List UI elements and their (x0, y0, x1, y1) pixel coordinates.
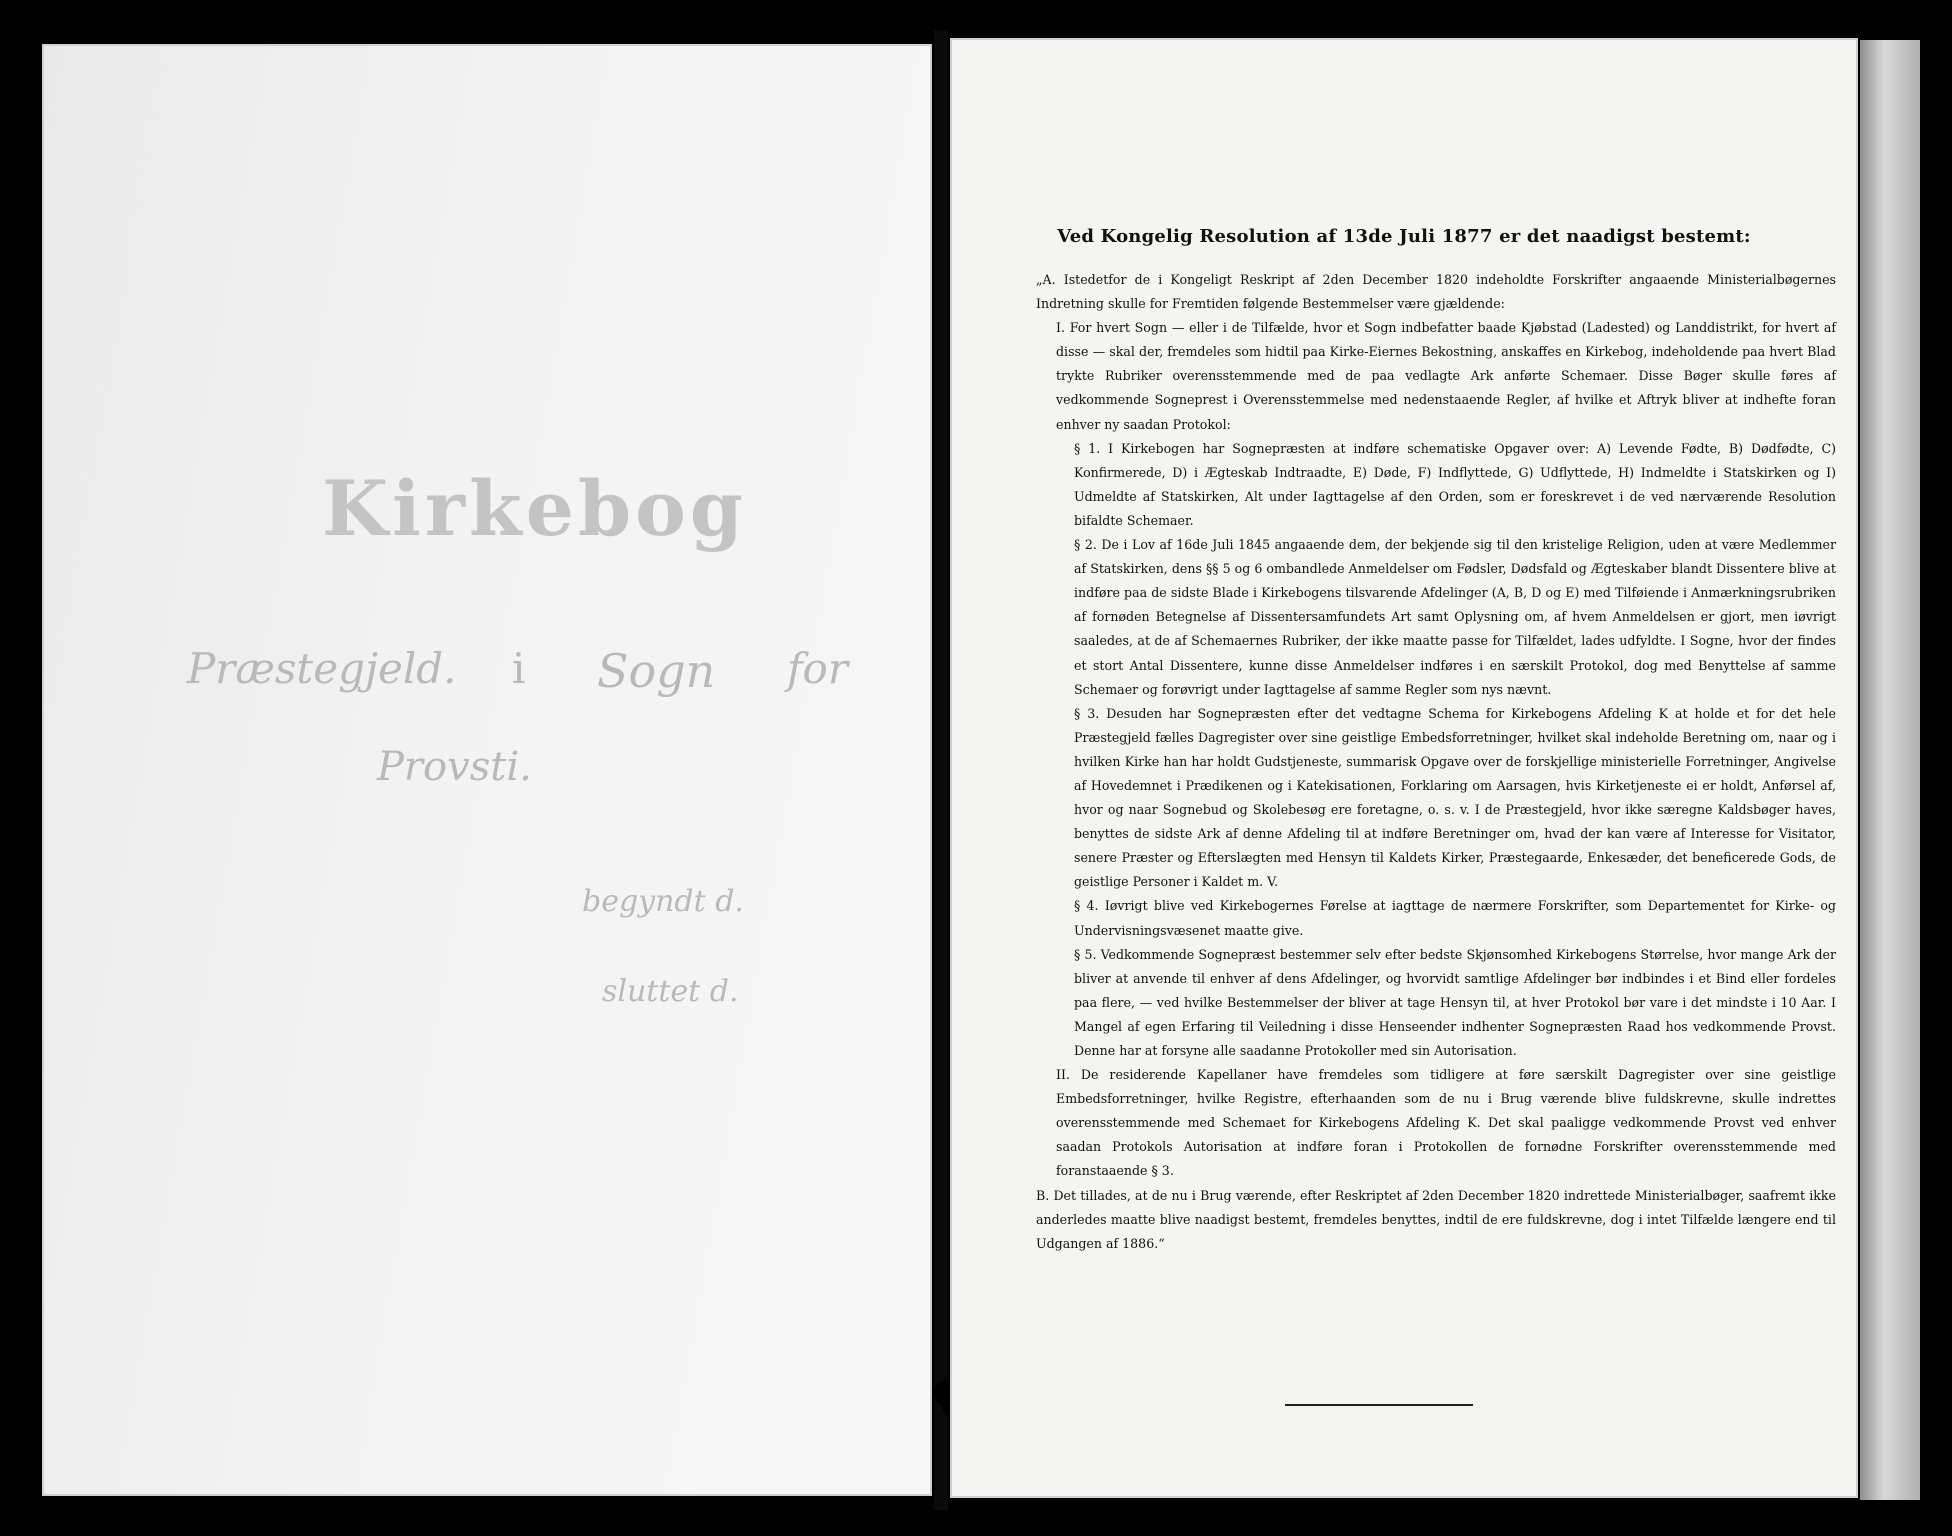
provsti-label: Provsti. (377, 744, 532, 790)
resolution-body (1036, 268, 1836, 1256)
book-binding (934, 30, 948, 1510)
paragraph-ii: II. De residerende Kapellaner have fremdeles som tidligere at føre særskilt Dagregister over sine geistlige Embedsforretninger, hvilke Registre, efterhaanden som de nu i Brug værende blive fuldskrevne, skulle indrettes overensstemmende med Schemaet for Kirkebogens Afdeling K. Det skal paaligge vedkommende Provst ved enhver saadan Protokols Autorisation at indføre foran i Protokollen de fornødne Forskrifter overensstemmende med foranstaaende § 3. (1056, 1067, 1836, 1179)
i-label: i (512, 644, 526, 693)
paragraph-s5: § 5. Vedkommende Sognepræst bestemmer selv efter bedste Skjønsomhed Kirkebogens Størrelse, hvor mange Ark der bliver at anvende til enhver af dens Afdelinger, og hvorvidt samtlige Afdelinger bør indbindes i et Bind eller fordeles paa flere, — ved hvilke Bestemmelser der bliver at tage Hensyn til, at hver Protokol bør vare i det mindste i 10 Aar. I Mangel af egen Erfaring til Veiledning i disse Henseender indhenter Sognepræsten Raad hos vedkommende Provst. Denne har at forsyne alle saadanne Protokoller med sin Autorisation. (1074, 946, 1836, 1058)
book-title: Kirkebog (322, 464, 747, 553)
paragraph-s3: § 3. Desuden har Sognepræsten efter det vedtagne Schema for Kirkebogens Afdeling K at holde et for det hele Præstegjeld fælles Dagregister over sine geistlige Embedsforretninger, hvilket skal indeholde Beretning om, naar og i hvilken Kirke han har holdt Gudstjeneste, summarisk Opgave over de forskjellige ministerielle Forretninger, Angivelse af Hovedemnet i Prædikenen og i Katekisationen, Forklaring om Aarsagen, hvis Kirketjeneste ei er holdt, Anførsel af, hvor og naar Sognebud og Skolebesøg ere foretagne, o. s. v. I de Præstegjeld, hvor ikke særegne Kaldsbøger haves, benyttes de sidste Ark af denne Afdeling til at indføre Beretninger om, hvad der kan være af Interesse for Visitator, senere Præster og Efterslægten med Hensyn til Kaldets Kirker, Præstegaarde, Enkesæder, det beneficerede Gods, de geistlige Personer i Kaldet m. V. (1074, 705, 1836, 890)
sluttet-label: sluttet d. (602, 974, 739, 1009)
resolution-heading: Ved Kongelig Resolution af 13de Juli 1877 er det naadigst bestemt: (1057, 226, 1751, 247)
paragraph-a: „A. Istedetfor de i Kongeligt Reskript af 2den December 1820 indeholdte Forskrifter angaaende Ministerialbøgernes Indretning skulle for Fremtiden følgende Bestemmelser være gjældende: (1036, 272, 1836, 312)
paragraph-b: B. Det tillades, at de nu i Brug værende, efter Reskriptet af 2den December 1820 indrettede Ministerialbøger, saafremt ikke anderledes maatte blive naadigst bestemt, fremdeles benyttes, indtil de ere fuldskrevne, dog i intet Tilfælde længere end til Udgangen af 1886.“ (1036, 1187, 1836, 1251)
right-page (950, 38, 1858, 1498)
left-page (42, 44, 932, 1496)
paragraph-s2: § 2. De i Lov af 16de Juli 1845 angaaende dem, der bekjende sig til den kristelige Religion, uden at være Medlemmer af Statskirken, dens §§ 5 og 6 ombandlede Anmeldelser om Fødsler, Dødsfald og Ægteskaber blandt Dissentere blive at indføre paa de sidste Blade i Kirkebogens tilsvarende Afdelinger (A, B, D og E) med Tilføiende i Anmærkningsrubriken af fornøden Betegnelse af Dissentersamfundets Art samt Oplysning om, af hvem Anmeldelsen er gjort, men iøvrigt saaledes, at de af Schemaernes Rubriker, der ikke maatte passe for Tilfældet, lades udfyldte. I Sogne, hvor der findes et stort Antal Dissentere, kunne disse Anmeldelser indføres i en særskilt Protokol, dog med Benyttelse af samme Schemaer og forøvrigt under Iagttagelse af samme Regler som nys nævnt. (1074, 537, 1836, 697)
prestegjeld-label: Præstegjeld. (187, 644, 457, 693)
paragraph-s4: § 4. Iøvrigt blive ved Kirkebogernes Førelse at iagttage de nærmere Forskrifter, som Departementet for Kirke- og Undervisningsvæsenet maatte give. (1074, 898, 1836, 938)
closing-rule (1285, 1404, 1473, 1406)
sogn-label: Sogn (597, 644, 716, 698)
page-edge (1860, 40, 1920, 1500)
begyndt-label: begyndt d. (582, 884, 744, 919)
paragraph-s1: § 1. I Kirkebogen har Sognepræsten at indføre schematiske Opgaver over: A) Levende Fødte, B) Dødfødte, C) Konfirmerede, D) i Ægteskab Indtraadte, E) Døde, F) Indflyttede, G) Udflyttede, H) Indmeldte i Statskirken og I) Udmeldte af Statskirken, Alt under Iagttagelse af den Orden, som er foreskrevet i de ved nærværende Resolution bifaldte Schemaer. (1074, 440, 1836, 528)
paragraph-i: I. For hvert Sogn — eller i de Tilfælde, hvor et Sogn indbefatter baade Kjøbstad (Ladested) og Landdistrikt, for hvert af disse — skal der, fremdeles som hidtil paa Kirke-Eiernes Bekostning, anskaffes en Kirkebog, indeholdende paa hvert Blad trykte Rubriker overensstemmende med de paa vedlagte Ark anførte Schemaer. Disse Bøger skulle føres af vedkommende Sogneprest i Overensstemmelse med nedenstaaende Regler, af hvilke et Aftryk bliver at indhefte foran enhver ny saadan Protokol: (1056, 320, 1836, 432)
for-label: for (787, 644, 848, 693)
